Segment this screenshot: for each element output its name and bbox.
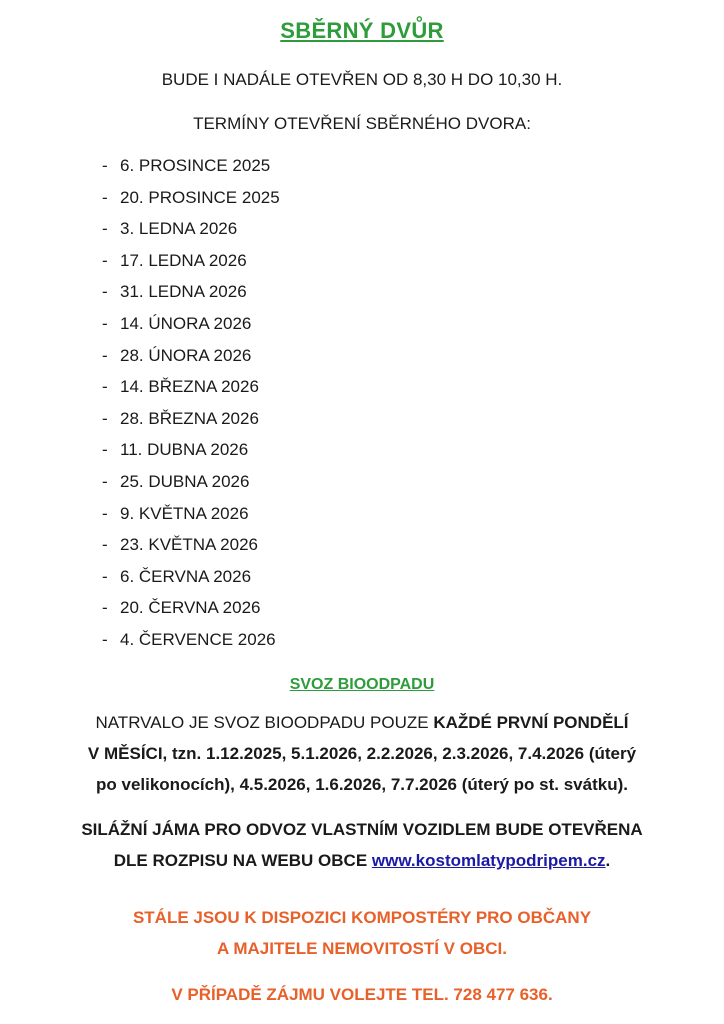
date-text: 9. KVĚTNA 2026	[120, 503, 249, 523]
bio-line-1-normal: NATRVALO JE SVOZ BIOODPADU POUZE	[95, 713, 434, 732]
list-dash: -	[102, 219, 108, 239]
date-item	[102, 150, 280, 182]
date-text: 20. ČERVNA 2026	[120, 598, 261, 618]
date-text: 14. ÚNORA 2026	[120, 313, 252, 333]
bio-line-1-bold: KAŽDÉ PRVNÍ PONDĚLÍ	[433, 713, 629, 732]
bio-waste-heading: SVOZ BIOODPADU	[289, 676, 435, 693]
date-item	[102, 434, 280, 466]
list-dash: -	[102, 535, 108, 555]
list-dash: -	[102, 566, 108, 586]
list-dash: -	[102, 345, 108, 365]
silage-line-1: SILÁŽNÍ JÁMA PRO ODVOZ VLASTNÍM VOZIDLEM BUDE OTEVŘENA	[81, 820, 643, 839]
date-item	[102, 592, 280, 624]
date-text: 20. PROSINCE 2025	[120, 187, 280, 207]
date-text: 6. ČERVNA 2026	[120, 566, 252, 586]
date-item	[102, 466, 280, 498]
bio-line-3: po velikonocích), 4.5.2026, 1.6.2026, 7.7.2026 (úterý po st. svátku).	[96, 775, 628, 794]
date-text: 17. LEDNA 2026	[120, 250, 247, 270]
opening-hours-text: BUDE I NADÁLE OTEVŘEN OD 8,30 H DO 10,30 H.	[161, 70, 563, 89]
silage-line-2-prefix: DLE ROZPISU NA WEBU OBCE	[113, 851, 372, 870]
date-item	[102, 182, 280, 214]
list-dash: -	[102, 598, 108, 618]
list-dash: -	[102, 471, 108, 491]
silage-line-2	[0, 845, 724, 876]
list-dash: -	[102, 282, 108, 302]
date-item	[102, 213, 280, 245]
list-dash: -	[102, 250, 108, 270]
bio-line-2: V MĚSÍCI, tzn. 1.12.2025, 5.1.2026, 2.2.2026, 2.3.2026, 7.4.2026 (úterý	[87, 744, 637, 763]
date-item	[102, 529, 280, 561]
date-text: 11. DUBNA 2026	[120, 440, 249, 460]
list-dash: -	[102, 629, 108, 649]
list-dash: -	[102, 377, 108, 397]
list-dash: -	[102, 313, 108, 333]
date-item	[102, 340, 280, 372]
list-dash: -	[102, 187, 108, 207]
compost-line-2: A MAJITELE NEMOVITOSTÍ V OBCI.	[217, 939, 507, 958]
date-text: 4. ČERVENCE 2026	[120, 629, 276, 649]
date-text: 28. ÚNORA 2026	[120, 345, 252, 365]
date-item	[102, 498, 280, 530]
list-dash: -	[102, 156, 108, 175]
date-text: 31. LEDNA 2026	[120, 282, 247, 302]
bio-waste-paragraph	[0, 707, 724, 800]
date-item	[102, 276, 280, 308]
list-dash: -	[102, 440, 108, 460]
list-dash: -	[102, 503, 108, 523]
date-text: 28. BŘEZNA 2026	[120, 408, 259, 428]
date-item	[102, 371, 280, 403]
dates-heading: TERMÍNY OTEVŘENÍ SBĚRNÉHO DVORA:	[193, 114, 531, 133]
silage-paragraph	[0, 814, 724, 876]
date-item	[102, 308, 280, 340]
bio-line-1	[0, 707, 724, 738]
date-text: 3. LEDNA 2026	[120, 219, 238, 239]
date-item	[102, 245, 280, 277]
compost-line-1: STÁLE JSOU K DISPOZICI KOMPOSTÉRY PRO OBČANY	[132, 908, 592, 927]
contact-line: V PŘÍPADĚ ZÁJMU VOLEJTE TEL. 728 477 636.	[171, 985, 553, 1004]
date-item	[102, 403, 280, 435]
page-title: SBĚRNÝ DVŮR	[280, 18, 444, 43]
opening-dates-list	[102, 150, 280, 656]
date-text: 23. KVĚTNA 2026	[120, 535, 258, 555]
date-text: 25. DUBNA 2026	[120, 471, 250, 491]
list-dash: -	[102, 408, 108, 428]
date-item	[102, 624, 280, 656]
date-text: 14. BŘEZNA 2026	[120, 377, 259, 397]
date-item	[102, 561, 280, 593]
village-website-link[interactable]: www.kostomlatypodripem.cz	[371, 851, 606, 870]
silage-line-2-suffix: .	[605, 851, 611, 870]
compost-paragraph	[0, 902, 724, 964]
date-text: 6. PROSINCE 2025	[120, 156, 271, 175]
